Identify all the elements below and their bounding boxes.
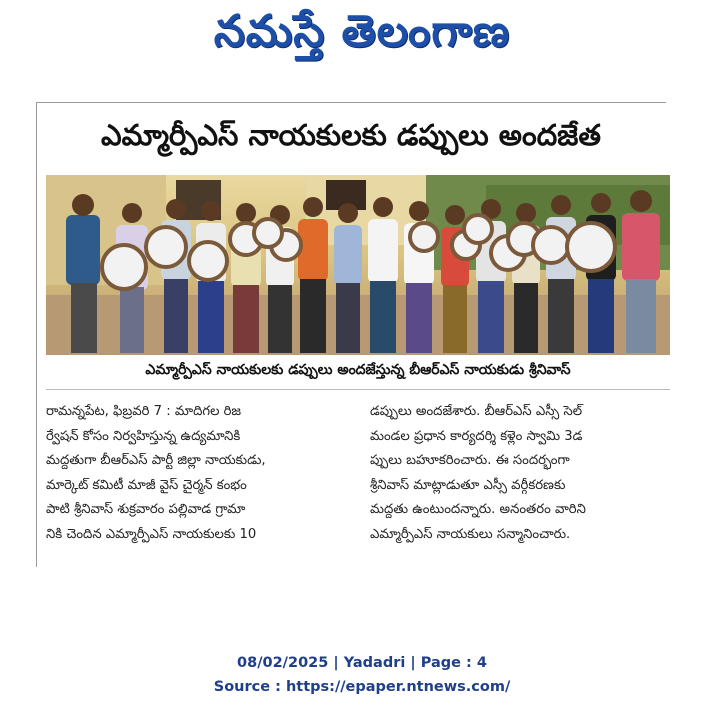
caption-rule — [46, 389, 670, 390]
body-line: మార్కెట్ కమిటీ మాజీ వైస్ చైర్మన్ కంభం — [46, 477, 247, 493]
body-line: మండల ప్రధాన కార్యదర్శి కళ్లెం స్వామి 3డ — [370, 428, 583, 444]
photo-caption: ఎమ్మార్పీఎస్ నాయకులకు డప్పులు అందజేస్తున్న బీఆర్ఎస్ నాయకుడు శ్రీనివాస్ — [145, 362, 571, 378]
article-body-right-column — [370, 400, 670, 547]
body-line: డప్పులు అందజేశారు. బీఆర్ఎస్ ఎస్సీ సెల్ — [370, 404, 583, 419]
article-photo — [46, 175, 670, 355]
body-line: రామన్నపేట, ఫిబ్రవరి 7 : మాదిగల రిజ — [46, 404, 242, 419]
article-frame-top-rule — [36, 102, 666, 103]
footer-edition-line: 08/02/2025 | Yadadri | Page : 4 — [237, 655, 487, 671]
article-frame-left-rule — [36, 102, 37, 567]
article-headline: ఎమ్మార్పీఎస్ నాయకులకు డప్పులు అందజేత — [101, 118, 601, 152]
body-line: పాటి శ్రీనివాస్ శుక్రవారం పల్లివాడ గ్రామా — [46, 502, 246, 517]
masthead-logo: నమస్తే తెలంగాణ — [213, 6, 511, 57]
body-line: ప్పులు బహూకరించారు. ఈ సందర్భంగా — [370, 453, 570, 468]
body-line: శ్రీనివాస్ మాట్లాడుతూ ఎస్సీ వర్గీకరణకు — [370, 477, 566, 493]
article-body-left-column — [46, 400, 356, 547]
body-line: ఎమ్మార్పీఎస్ నాయకులు సన్మానించారు. — [370, 526, 571, 542]
body-line: నికి చెందిన ఎమ్మార్పీఎస్ నాయకులకు 10 — [46, 526, 257, 542]
footer-source-line: Source : https://epaper.ntnews.com/ — [213, 679, 511, 695]
body-line: మద్దతు ఉంటుందన్నారు. అనంతరం వారిని — [370, 502, 586, 517]
body-line: ర్వేషన్ కోసం నిర్వహిస్తున్న ఉద్యమానికి — [46, 428, 241, 444]
body-line: మద్దతుగా బీఆర్ఎస్ పార్టీ జిల్లా నాయకుడు, — [46, 453, 266, 468]
